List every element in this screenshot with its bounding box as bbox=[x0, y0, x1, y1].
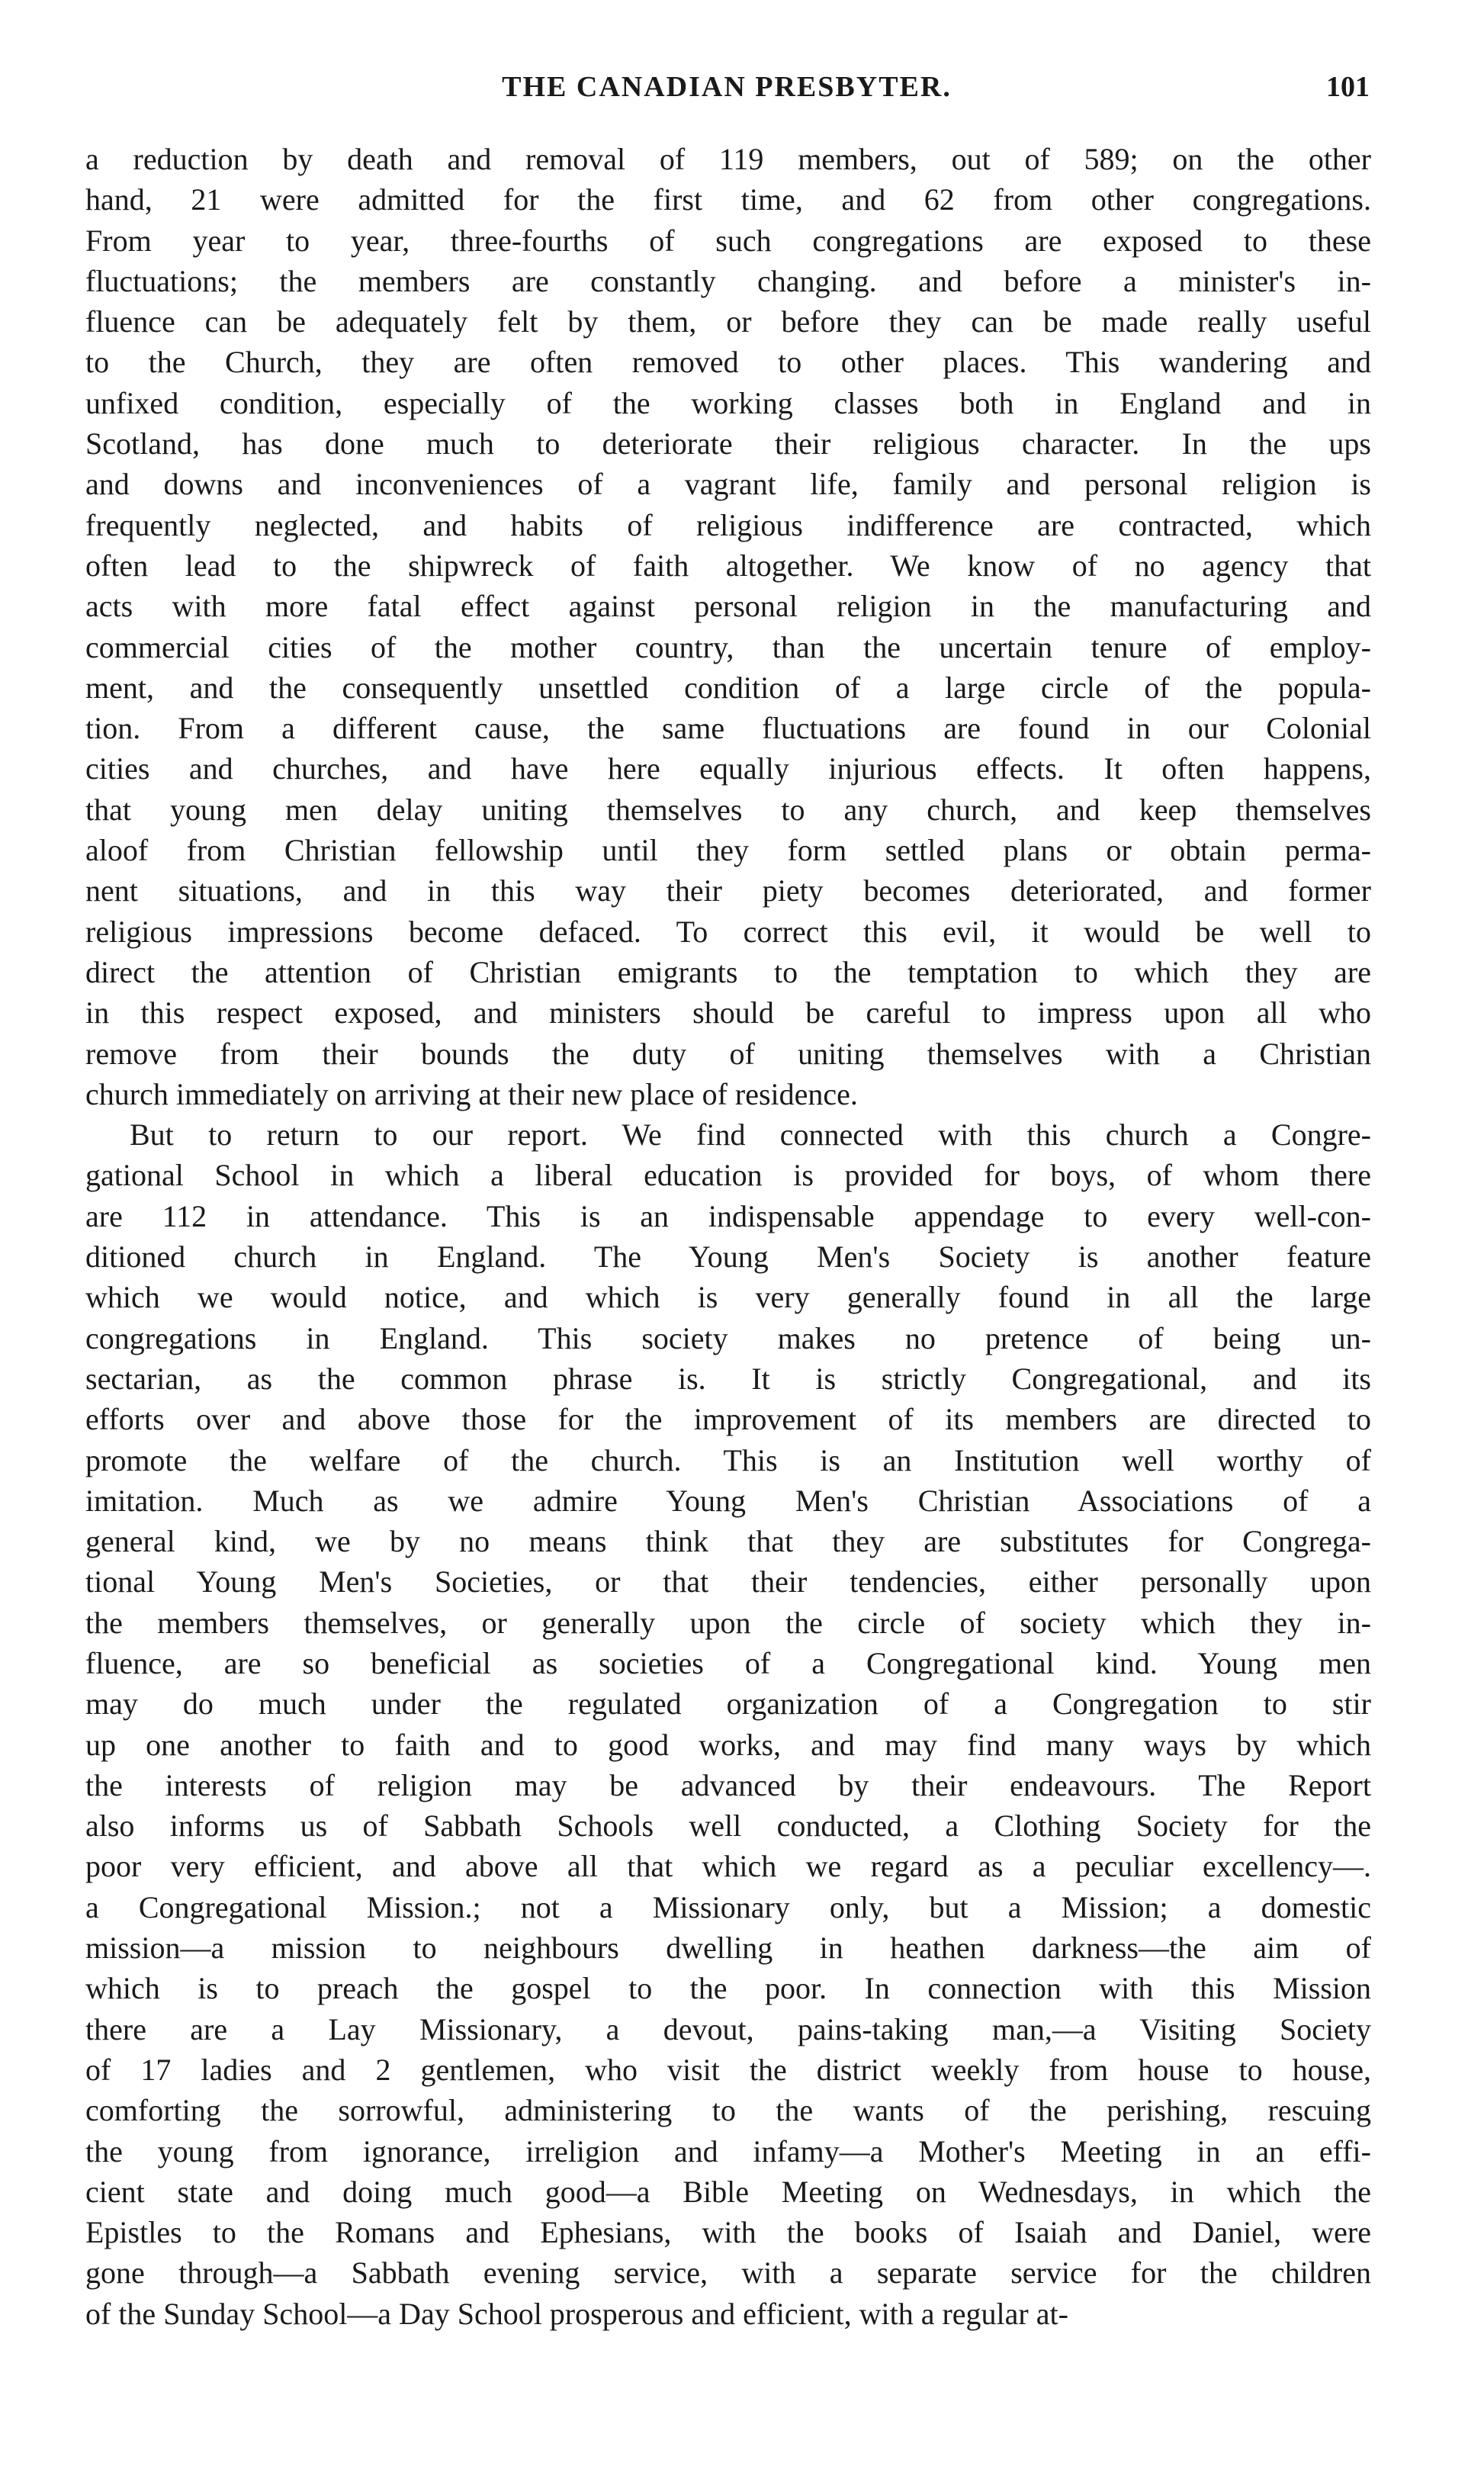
text-line: general kind, we by no means think that they are substitutes for Congrega- bbox=[85, 1524, 1371, 1559]
text-line: may do much under the regulated organization of a Congregation to stir bbox=[85, 1686, 1371, 1722]
text-line: a Congregational Mission.; not a Missionary only, but a Mission; a domestic bbox=[85, 1889, 1371, 1924]
page-number: 101 bbox=[1326, 71, 1370, 103]
text-line: cient state and doing much good—a Bible Meeting on Wednesdays, in which the bbox=[85, 2174, 1371, 2209]
text-line: the interests of religion may be advanced by their endeavours. The Report bbox=[85, 1767, 1371, 1802]
text-line: efforts over and above those for the improvement of its members are directed to bbox=[85, 1402, 1371, 1437]
text-line: tional Young Men's Societies, or that their tendencies, either personally upon bbox=[85, 1564, 1371, 1599]
text-line: congregations in England. This society makes no pretence of being un- bbox=[85, 1320, 1371, 1355]
text-line: which is to preach the gospel to the poor. In connection with this Mission bbox=[85, 1971, 1371, 2006]
text-line: comforting the sorrowful, administering to the wants of the perishing, rescuing bbox=[85, 2093, 1371, 2128]
text-line: fluence, are so beneficial as societies of a Congregational kind. Young men bbox=[85, 1645, 1371, 1680]
text-line: promote the welfare of the church. This is an Institution well worthy of bbox=[85, 1442, 1371, 1477]
text-line: and downs and inconveniences of a vagrant life, family and personal religion is bbox=[85, 467, 1371, 502]
text-line: religious impressions become defaced. To correct this evil, it would be well to bbox=[85, 914, 1371, 949]
text-line: aloof from Christian fellowship until they form settled plans or obtain perma- bbox=[85, 833, 1371, 868]
running-head bbox=[84, 70, 1370, 116]
text-line: often lead to the shipwreck of faith altogether. We know of no agency that bbox=[85, 548, 1371, 583]
text-line: Scotland, has done much to deteriorate their religious character. In the ups bbox=[85, 426, 1371, 461]
text-line: mission—a mission to neighbours dwelling in heathen darkness—the aim of bbox=[85, 1931, 1371, 1966]
text-line: the members themselves, or generally upon the circle of society which they in- bbox=[85, 1605, 1371, 1640]
text-line: a reduction by death and removal of 119 members, out of 589; on the other bbox=[85, 142, 1371, 176]
text-line: gone through—a Sabbath evening service, with a separate service for the children bbox=[85, 2255, 1371, 2291]
text-line: which we would notice, and which is very generally found in all the large bbox=[85, 1280, 1371, 1315]
text-line: nent situations, and in this way their piety becomes deteriorated, and former bbox=[85, 873, 1371, 908]
text-line: sectarian, as the common phrase is. It is strictly Congregational, and its bbox=[85, 1361, 1371, 1396]
text-line: direct the attention of Christian emigrants to the temptation to which they are bbox=[85, 954, 1371, 989]
text-line: ment, and the consequently unsettled condition of a large circle of the popula- bbox=[85, 670, 1371, 705]
text-line: are 112 in attendance. This is an indispensable appendage to every well-con- bbox=[85, 1198, 1371, 1233]
text-line: frequently neglected, and habits of religious indifference are contracted, which bbox=[85, 507, 1371, 542]
text-line: ditioned church in England. The Young Men's Society is another feature bbox=[85, 1239, 1371, 1275]
paragraph bbox=[85, 139, 1371, 1114]
text-line: But to return to our report. We find connected with this church a Congre- bbox=[130, 1117, 1371, 1153]
running-title: THE CANADIAN PRESBYTER. bbox=[502, 71, 952, 103]
text-line: church immediately on arriving at their new place of residence. bbox=[85, 1076, 858, 1111]
text-line: the young from ignorance, irreligion and infamy—a Mother's Meeting in an effi- bbox=[85, 2133, 1371, 2169]
text-line: also informs us of Sabbath Schools well conducted, a Clothing Society for the bbox=[85, 1808, 1371, 1844]
text-line: From year to year, three-fourths of such congregations are exposed to these bbox=[85, 223, 1371, 258]
text-line: that young men delay uniting themselves to any church, and keep themselves bbox=[85, 792, 1371, 827]
text-line: hand, 21 were admitted for the first time, and 62 from other congregations. bbox=[85, 182, 1371, 217]
paragraph bbox=[85, 1114, 1371, 2334]
text-line: imitation. Much as we admire Young Men's Christian Associations of a bbox=[85, 1483, 1371, 1518]
text-line: there are a Lay Missionary, a devout, pains-taking man,—a Visiting Society bbox=[85, 2011, 1371, 2046]
body-text bbox=[85, 139, 1371, 2334]
text-line: remove from their bounds the duty of uniting themselves with a Christian bbox=[85, 1036, 1371, 1071]
text-line: in this respect exposed, and ministers should be careful to impress upon all who bbox=[85, 995, 1371, 1030]
text-line: fluctuations; the members are constantly changing. and before a minister's in- bbox=[85, 263, 1371, 298]
text-line: commercial cities of the mother country, than the uncertain tenure of employ- bbox=[85, 629, 1371, 664]
text-line: to the Church, they are often removed to other places. This wandering and bbox=[85, 345, 1371, 380]
text-line: unfixed condition, especially of the working classes both in England and in bbox=[85, 385, 1371, 420]
text-line: cities and churches, and have here equally injurious effects. It often happens, bbox=[85, 751, 1371, 786]
text-line: up one another to faith and to good works, and may find many ways by which bbox=[85, 1727, 1371, 1762]
text-line: tion. From a different cause, the same fluctuations are found in our Colonial bbox=[85, 711, 1371, 746]
text-line: acts with more fatal effect against personal religion in the manufacturing and bbox=[85, 589, 1371, 624]
text-line: of 17 ladies and 2 gentlemen, who visit the district weekly from house to house, bbox=[85, 2052, 1371, 2087]
text-line: of the Sunday School—a Day School prosperous and efficient, with a regular at- bbox=[85, 2296, 1068, 2331]
text-line: poor very efficient, and above all that which we regard as a peculiar excellency—. bbox=[85, 1849, 1371, 1884]
text-line: fluence can be adequately felt by them, or before they can be made really useful bbox=[85, 304, 1371, 339]
text-line: gational School in which a liberal education is provided for boys, of whom there bbox=[85, 1158, 1371, 1193]
text-line: Epistles to the Romans and Ephesians, with the books of Isaiah and Daniel, were bbox=[85, 2215, 1371, 2250]
